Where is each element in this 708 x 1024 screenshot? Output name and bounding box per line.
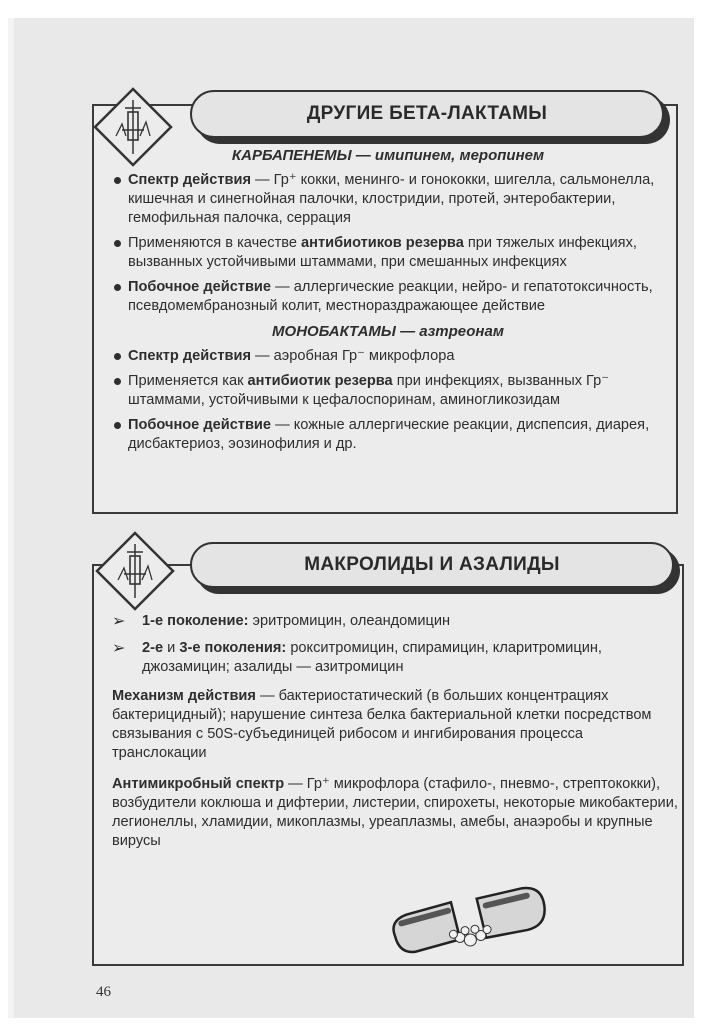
item-bold: Побочное действие [128,417,272,433]
spectrum-paragraph [112,775,678,851]
item-text: — кожные аллергические реакции, диспепсия, диарея, дисбактериоз, эозинофилия и др. [128,417,650,452]
item-bold: антибиотиков резерва [301,235,464,251]
item-text: Применяется как [128,373,248,389]
generation-item [112,639,678,677]
carbapenems-heading: КАРБАПЕНЕМЫ — имипинем, меропинем [231,147,545,164]
item-text: эритромицин, олеандомицин [248,613,451,629]
list-item [112,347,664,366]
bullet [114,353,121,360]
item-bold: 1-е поколение: [142,613,249,629]
section-title-beta-lactams: ДРУГИЕ БЕТА-ЛАКТАМЫ [190,90,664,138]
item-bold: 2-е [142,640,164,656]
item-text: — аллергические реакции, нейро- и гепатотоксичность, псевдомембранозный колит, местнораздражающее действие [128,279,653,314]
para-bold: Антимикробный спектр [112,776,285,792]
page-number: 46 [96,984,111,1000]
bullet [114,422,121,429]
arrow-icon: ➢ [112,613,126,630]
bullet [114,177,121,184]
list-item [112,372,664,410]
page-edge [8,18,14,1018]
section1-content [112,146,664,460]
bullet [114,240,121,247]
list-item [112,278,664,316]
item-text: при инфекциях, вызванных Гр⁻ штаммами, устойчивыми к цефалоспоринам, аминогликозидам [128,373,609,408]
item-bold: Спектр действия [128,348,251,364]
item-bold: Спектр действия [128,172,251,188]
item-text: и [163,640,180,656]
para-bold: Механизм действия [112,688,256,704]
item-bold: антибиотик резерва [247,373,393,389]
syringe-diamond-icon [94,530,176,612]
list-item [112,234,664,272]
section2-content [112,612,678,863]
item-bold: 3-е поколения: [179,640,287,656]
section-title-macrolides: МАКРОЛИДЫ И АЗАЛИДЫ [190,542,674,588]
item-text: при тяжелых инфекциях, вызванных устойчивыми штаммами, при смешанных инфекциях [128,235,637,270]
capsule-icon [384,886,554,965]
list-item [112,416,664,454]
bullet [114,284,121,291]
item-text: Применяются в качестве [128,235,302,251]
item-bold: Побочное действие [128,279,272,295]
para-text: — Гр⁺ микрофлора (стафило-, пневмо-, стрептококки), возбудители коклюша и дифтерии, листерии, спирохеты, некоторые микобактерии, легионеллы, хламидии, микоплазмы, уреаплазмы, амебы, анаэробы и крупные вирусы [112,776,678,849]
item-text: — аэробная Гр⁻ микрофлора [250,348,455,364]
item-text: — Гр⁺ кокки, менинго- и гонококки, шигелла, сальмонелла, кишечная и синегнойная палочки, клостридии, протей, энтеробактерии, гемофильная палочка, серрация [128,172,655,226]
generation-item [112,612,678,631]
list-item [112,171,664,228]
para-text: — бактериостатический (в больших концентрациях бактерицидный); нарушение синтеза белка бактериальной клетки посредством связывания с 50S-субъединицей рибосом и ингибирования процесса транслокации [112,688,652,761]
monobactams-heading: МОНОБАКТАМЫ — азтреонам [272,323,504,340]
item-text: рокситромицин, спирамицин, кларитромицин, джозамицин; азалиды — азитромицин [142,640,602,675]
bullet [114,378,121,385]
arrow-icon: ➢ [112,640,126,657]
mechanism-paragraph [112,687,678,763]
